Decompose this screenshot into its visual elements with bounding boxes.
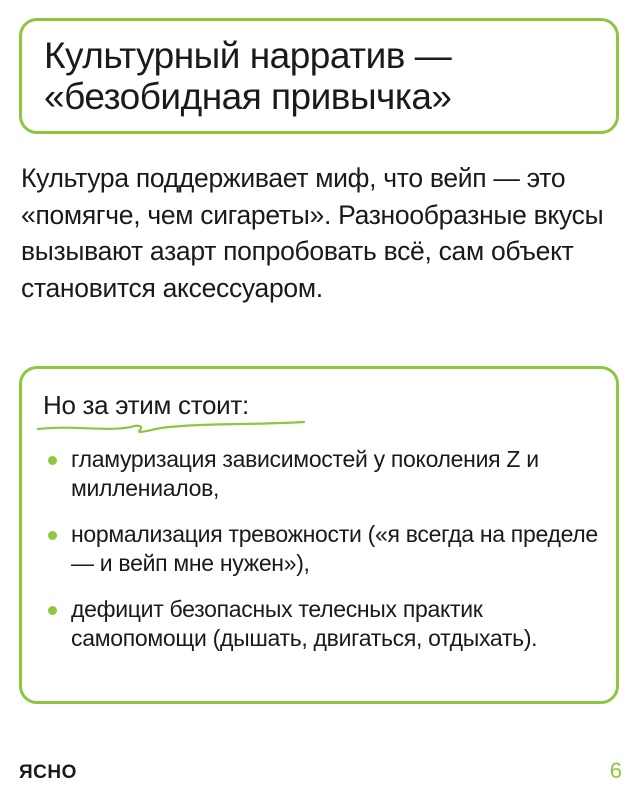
bullet-list — [46, 445, 606, 670]
list-item-text: гламуризация зависимостей у поколения Z и миллениалов, — [71, 446, 539, 501]
page-title: Культурный нарратив — «безобидная привычка» — [44, 35, 452, 117]
underline-squiggle-icon — [36, 419, 306, 435]
title-card — [19, 18, 619, 134]
list-item — [46, 595, 606, 653]
intro-paragraph: Культура поддерживает миф, что вейп — это «помягче, чем сигареты». Разнообразные вкусы вызывают азарт попробовать всё, сам объект становится аксессуаром. — [21, 163, 604, 303]
list-item-text: дефицит безопасных телесных практик самопомощи (дышать, двигаться, отдыхать). — [71, 596, 538, 651]
bullet-dot-icon — [48, 531, 57, 540]
brand-logo: ЯСНО — [19, 762, 77, 783]
list-heading: Но за этим стоит: — [43, 390, 249, 420]
list-item — [46, 445, 606, 503]
list-item — [46, 520, 606, 578]
list-item-text: нормализация тревожности («я всегда на пределе — и вейп мне нужен»), — [71, 521, 598, 576]
page-number: 6 — [609, 758, 622, 783]
bullet-dot-icon — [48, 456, 57, 465]
list-card — [19, 366, 619, 704]
bullet-dot-icon — [48, 606, 57, 615]
